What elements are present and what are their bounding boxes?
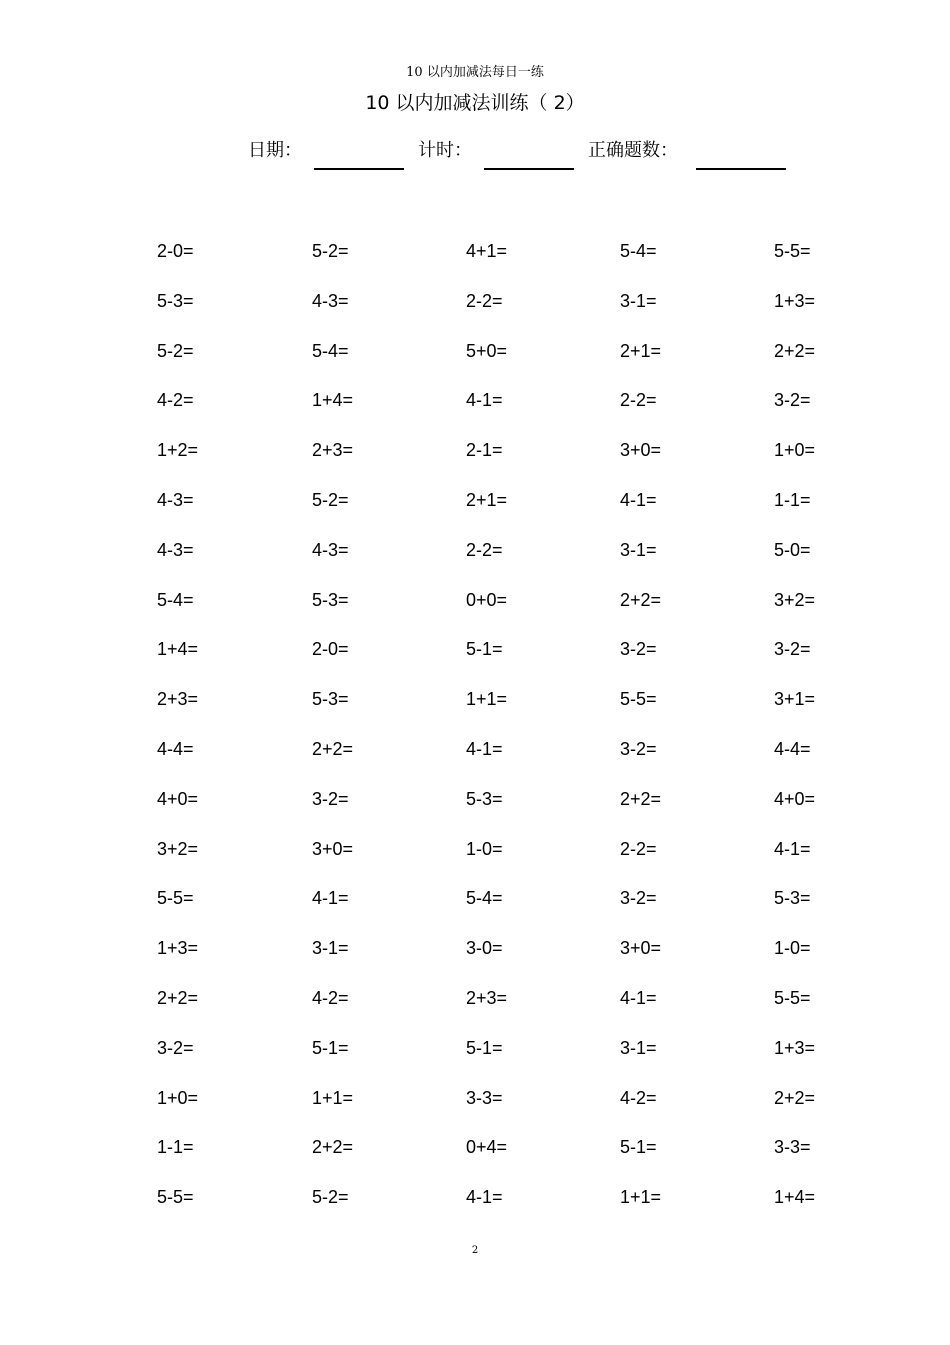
problem-item: 3+2= bbox=[774, 589, 816, 610]
problem-item: 1+1= bbox=[466, 689, 508, 710]
problem-item: 5-5= bbox=[774, 241, 811, 261]
problem-row bbox=[157, 435, 857, 465]
problem-item: 3-2= bbox=[620, 888, 657, 909]
problem-item: 3+0= bbox=[620, 938, 662, 959]
problem-row bbox=[157, 1033, 857, 1063]
problem-item: 4-1= bbox=[466, 739, 503, 759]
problem-item: 1-1= bbox=[774, 490, 811, 510]
problem-item: 5-3= bbox=[312, 689, 349, 710]
problem-item: 4+0= bbox=[157, 788, 199, 809]
problem-item: 1+4= bbox=[312, 390, 354, 411]
problem-item: 1+3= bbox=[774, 1037, 816, 1058]
problem-item: 4-2= bbox=[620, 1087, 657, 1108]
problem-item: 2-0= bbox=[157, 241, 194, 261]
problem-item: 1+0= bbox=[774, 440, 816, 461]
problem-row bbox=[157, 585, 857, 615]
problem-item: 3-1= bbox=[620, 290, 657, 311]
problem-row bbox=[157, 684, 857, 714]
page-number: 2 bbox=[471, 1245, 479, 1256]
problem-item: 3+2= bbox=[157, 838, 199, 859]
page-subtitle: 10 以内加减法每日一练 bbox=[406, 65, 544, 80]
problem-item: 4-4= bbox=[157, 739, 194, 759]
problem-item: 3-3= bbox=[466, 1087, 503, 1108]
problem-item: 5-2= bbox=[312, 241, 349, 261]
problem-item: 4-1= bbox=[466, 1187, 503, 1208]
problem-item: 4+1= bbox=[466, 241, 508, 261]
problem-item: 3-2= bbox=[620, 739, 657, 759]
problem-item: 5-2= bbox=[157, 340, 194, 361]
problem-item: 4+0= bbox=[774, 788, 816, 809]
problem-item: 4-3= bbox=[312, 539, 349, 560]
problem-item: 5-3= bbox=[466, 788, 503, 809]
problem-item: 3-2= bbox=[774, 390, 811, 411]
problem-row bbox=[157, 286, 857, 316]
problem-item: 4-4= bbox=[774, 739, 811, 759]
problem-row bbox=[157, 485, 857, 515]
problem-item: 3-2= bbox=[157, 1037, 194, 1058]
problem-row bbox=[157, 784, 857, 814]
problem-item: 4-1= bbox=[466, 390, 503, 411]
problem-item: 3-2= bbox=[774, 639, 811, 660]
problem-item: 3-0= bbox=[466, 938, 503, 959]
problem-item: 5-1= bbox=[620, 1137, 657, 1158]
problem-row bbox=[157, 734, 857, 764]
problem-item: 1+3= bbox=[774, 290, 816, 311]
problem-item: 4-3= bbox=[157, 539, 194, 560]
problem-item: 1+2= bbox=[157, 440, 199, 461]
problem-row bbox=[157, 385, 857, 415]
page-title: 10 以内加减法训练（ 2） bbox=[365, 92, 585, 114]
problem-item: 5-1= bbox=[312, 1037, 349, 1058]
problem-item: 2-1= bbox=[466, 440, 503, 461]
correct-count-field[interactable] bbox=[696, 138, 786, 170]
problem-item: 2+2= bbox=[774, 1087, 816, 1108]
problem-row bbox=[157, 1182, 857, 1212]
problem-item: 2-0= bbox=[312, 639, 349, 660]
problem-item: 2+2= bbox=[312, 739, 354, 759]
problem-item: 3-1= bbox=[312, 938, 349, 959]
problem-item: 2+1= bbox=[466, 490, 508, 510]
problem-item: 1+3= bbox=[157, 938, 199, 959]
correct-count-label: 正确题数： bbox=[588, 140, 678, 161]
problem-item: 3-2= bbox=[620, 639, 657, 660]
problem-item: 5-5= bbox=[157, 888, 194, 909]
problem-item: 1-0= bbox=[774, 938, 811, 959]
problem-item: 5-5= bbox=[157, 1187, 194, 1208]
problem-item: 2+3= bbox=[466, 988, 508, 1008]
problem-item: 5-3= bbox=[157, 290, 194, 311]
problem-item: 2-2= bbox=[620, 390, 657, 411]
problem-item: 4-3= bbox=[157, 490, 194, 510]
time-label: 计时： bbox=[418, 140, 472, 161]
problem-item: 3+0= bbox=[312, 838, 354, 859]
problem-item: 3-1= bbox=[620, 1037, 657, 1058]
problem-item: 4-2= bbox=[312, 988, 349, 1008]
problem-item: 2-2= bbox=[620, 838, 657, 859]
problem-item: 1+4= bbox=[774, 1187, 816, 1208]
problem-item: 2+1= bbox=[620, 340, 662, 361]
problem-item: 5-3= bbox=[312, 589, 349, 610]
problem-item: 3+1= bbox=[774, 689, 816, 710]
info-row bbox=[248, 138, 786, 172]
date-field[interactable] bbox=[314, 138, 404, 170]
problem-item: 1-0= bbox=[466, 838, 503, 859]
problem-item: 1-1= bbox=[157, 1137, 194, 1158]
problem-item: 2-2= bbox=[466, 290, 503, 311]
problem-row bbox=[157, 834, 857, 864]
problem-item: 5-5= bbox=[774, 988, 811, 1008]
problem-item: 2+2= bbox=[774, 340, 816, 361]
problem-item: 3-1= bbox=[620, 539, 657, 560]
problem-item: 4-1= bbox=[774, 838, 811, 859]
problem-item: 2+2= bbox=[620, 788, 662, 809]
problem-item: 4-1= bbox=[620, 988, 657, 1008]
problem-item: 0+4= bbox=[466, 1137, 508, 1158]
problem-row bbox=[157, 634, 857, 664]
problem-item: 4-1= bbox=[312, 888, 349, 909]
problem-item: 3+0= bbox=[620, 440, 662, 461]
problem-item: 5-2= bbox=[312, 490, 349, 510]
problem-item: 2+2= bbox=[312, 1137, 354, 1158]
problem-item: 4-1= bbox=[620, 490, 657, 510]
problem-item: 5+0= bbox=[466, 340, 508, 361]
problem-row bbox=[157, 983, 857, 1013]
problem-item: 2-2= bbox=[466, 539, 503, 560]
problem-item: 5-5= bbox=[620, 689, 657, 710]
problem-item: 5-1= bbox=[466, 1037, 503, 1058]
problem-row bbox=[157, 1132, 857, 1162]
problem-row bbox=[157, 336, 857, 366]
problem-item: 5-2= bbox=[312, 1187, 349, 1208]
problem-row bbox=[157, 236, 857, 266]
problem-item: 3-2= bbox=[312, 788, 349, 809]
problem-item: 1+4= bbox=[157, 639, 199, 660]
problem-item: 2+3= bbox=[157, 689, 199, 710]
problem-row bbox=[157, 933, 857, 963]
date-label: 日期： bbox=[248, 140, 302, 161]
problem-item: 2+2= bbox=[157, 988, 199, 1008]
problem-item: 3-3= bbox=[774, 1137, 811, 1158]
problem-item: 1+0= bbox=[157, 1087, 199, 1108]
time-field[interactable] bbox=[484, 138, 574, 170]
problem-item: 0+0= bbox=[466, 589, 508, 610]
problem-item: 5-4= bbox=[620, 241, 657, 261]
problem-row bbox=[157, 883, 857, 913]
problem-item: 1+1= bbox=[620, 1187, 662, 1208]
problem-item: 2+3= bbox=[312, 440, 354, 461]
problem-item: 5-4= bbox=[157, 589, 194, 610]
problem-row bbox=[157, 1083, 857, 1113]
problem-item: 5-3= bbox=[774, 888, 811, 909]
problem-item: 5-1= bbox=[466, 639, 503, 660]
problem-item: 4-2= bbox=[157, 390, 194, 411]
problem-item: 5-4= bbox=[466, 888, 503, 909]
problem-row bbox=[157, 535, 857, 565]
problem-item: 1+1= bbox=[312, 1087, 354, 1108]
problem-item: 4-3= bbox=[312, 290, 349, 311]
problem-item: 5-4= bbox=[312, 340, 349, 361]
problem-item: 5-0= bbox=[774, 539, 811, 560]
problem-item: 2+2= bbox=[620, 589, 662, 610]
